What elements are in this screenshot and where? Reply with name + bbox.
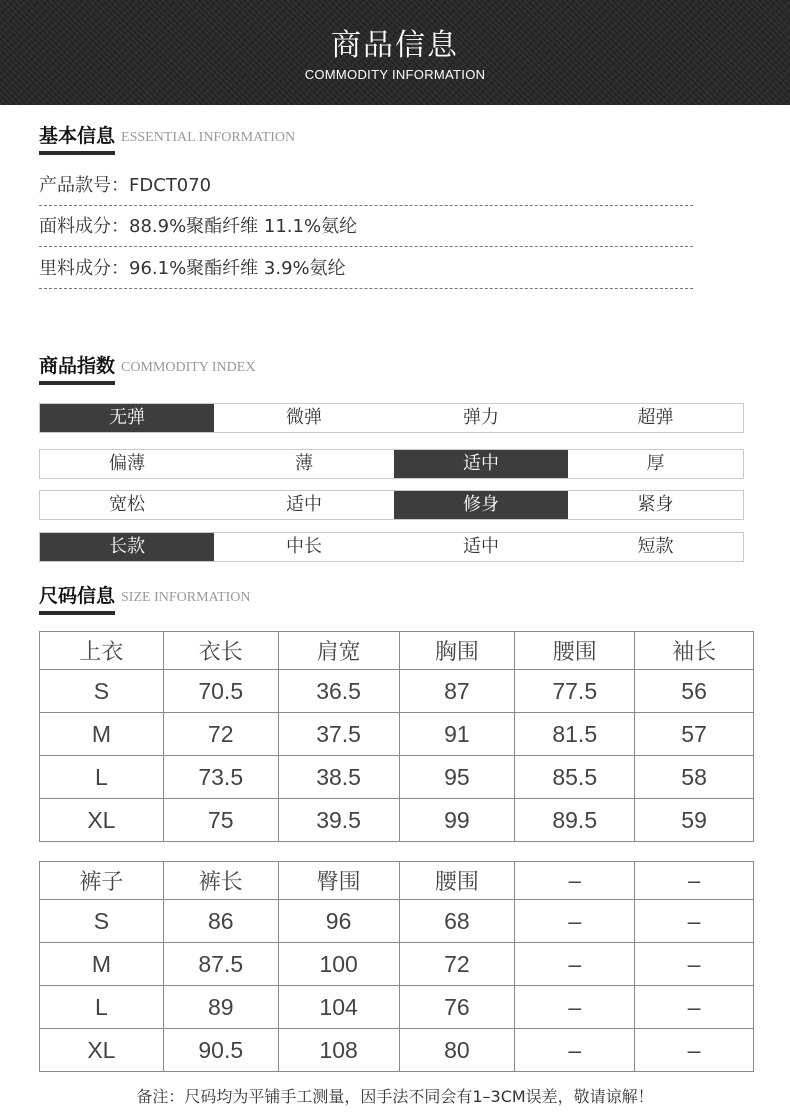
table-cell: 85.5 [515,756,635,799]
table-header-cell: – [635,862,754,900]
table-cell: 96 [278,900,399,943]
index-row-length [39,532,744,562]
table-cell: 89 [163,986,278,1029]
index-cell: 适中 [463,536,499,557]
table-row [40,943,754,986]
table-cell: 104 [278,986,399,1029]
table-cell: 70.5 [163,670,278,713]
table-cell: 38.5 [278,756,399,799]
table-header-cell: 裤长 [163,862,278,900]
index-cell: 宽松 [109,494,145,515]
table-cell: L [40,756,164,799]
table-cell: M [40,713,164,756]
page-subtitle: COMMODITY INFORMATION [304,67,486,82]
section-title-zh: 商品指数 [39,354,115,385]
table-header-row [40,632,754,670]
info-line-style-number: 产品款号：FDCT070 [39,172,693,206]
section-title-en: ESSENTIAL INFORMATION [121,130,296,145]
table-cell: – [635,900,754,943]
section-title-en: COMMODITY INDEX [121,360,256,375]
table-header-cell: 上衣 [40,632,164,670]
table-cell: M [40,943,164,986]
index-row-elasticity [39,403,744,433]
table-cell: 87.5 [163,943,278,986]
table-header-cell: 裤子 [40,862,164,900]
table-cell: XL [40,1029,164,1072]
table-cell: – [635,1029,754,1072]
table-header-cell: 腰围 [515,632,635,670]
table-header-cell: 肩宽 [278,632,399,670]
table-cell: 75 [163,799,278,842]
index-cell: 薄 [295,453,313,474]
table-header-cell: 衣长 [163,632,278,670]
section-title-basic [39,124,295,158]
table-cell: 59 [635,799,754,842]
section-title-index [39,354,255,388]
table-cell: – [515,986,635,1029]
size-table-top [39,631,754,842]
table-row [40,756,754,799]
table-row [40,799,754,842]
table-cell: 87 [399,670,515,713]
info-line-lining: 里料成分：96.1%聚酯纤维 3.9%氨纶 [39,255,693,289]
table-row [40,986,754,1029]
table-cell: 73.5 [163,756,278,799]
table-cell: 99 [399,799,515,842]
table-row [40,713,754,756]
section-title-zh: 尺码信息 [39,584,115,615]
table-cell: – [515,900,635,943]
table-cell: 77.5 [515,670,635,713]
table-cell: 68 [399,900,515,943]
table-cell: 76 [399,986,515,1029]
index-cell: 厚 [646,453,665,474]
index-cell: 微弹 [286,407,322,428]
index-cell: 短款 [637,536,674,557]
table-cell: – [515,943,635,986]
index-row-thickness [39,449,744,479]
index-cell: 长款 [40,533,214,561]
table-cell: – [635,986,754,1029]
section-title-zh: 基本信息 [39,124,115,155]
table-cell: L [40,986,164,1029]
table-row [40,1029,754,1072]
table-cell: 58 [635,756,754,799]
section-title-size [39,584,251,618]
index-cell: 中长 [286,536,322,557]
index-cell: 弹力 [463,407,499,428]
table-cell: – [635,943,754,986]
table-cell: 37.5 [278,713,399,756]
table-cell: 108 [278,1029,399,1072]
index-cell: 适中 [286,494,322,515]
table-header-cell: 胸围 [399,632,515,670]
info-line-fabric: 面料成分：88.9%聚酯纤维 11.1%氨纶 [39,213,693,247]
index-cell: 修身 [394,491,568,519]
table-cell: 57 [635,713,754,756]
table-row [40,900,754,943]
table-cell: 72 [399,943,515,986]
index-cell: 偏薄 [109,453,145,474]
table-cell: 39.5 [278,799,399,842]
table-row [40,670,754,713]
header-banner [0,0,790,105]
table-cell: XL [40,799,164,842]
table-cell: – [515,1029,635,1072]
measurement-note: 备注：尺码均为平铺手工测量，因手法不同会有1–3CM误差，敬请谅解！ [136,1087,654,1106]
table-cell: 89.5 [515,799,635,842]
page-title: 商品信息 [331,28,459,63]
table-header-cell: 腰围 [399,862,515,900]
table-cell: 81.5 [515,713,635,756]
table-cell: 56 [635,670,754,713]
table-cell: S [40,670,164,713]
section-title-en: SIZE INFORMATION [121,590,251,605]
index-row-fit [39,490,744,520]
table-cell: 80 [399,1029,515,1072]
table-cell: 91 [399,713,515,756]
table-cell: S [40,900,164,943]
size-table-pants [39,861,754,1072]
index-cell: 无弹 [40,404,214,432]
index-cell: 适中 [394,450,568,478]
table-cell: 90.5 [163,1029,278,1072]
table-header-cell: 臀围 [278,862,399,900]
table-cell: 95 [399,756,515,799]
table-cell: 86 [163,900,278,943]
index-cell: 紧身 [637,494,674,515]
table-header-cell: 袖长 [635,632,754,670]
table-cell: 36.5 [278,670,399,713]
table-header-cell: – [515,862,635,900]
table-header-row [40,862,754,900]
table-cell: 100 [278,943,399,986]
index-cell: 超弹 [637,407,674,428]
table-cell: 72 [163,713,278,756]
